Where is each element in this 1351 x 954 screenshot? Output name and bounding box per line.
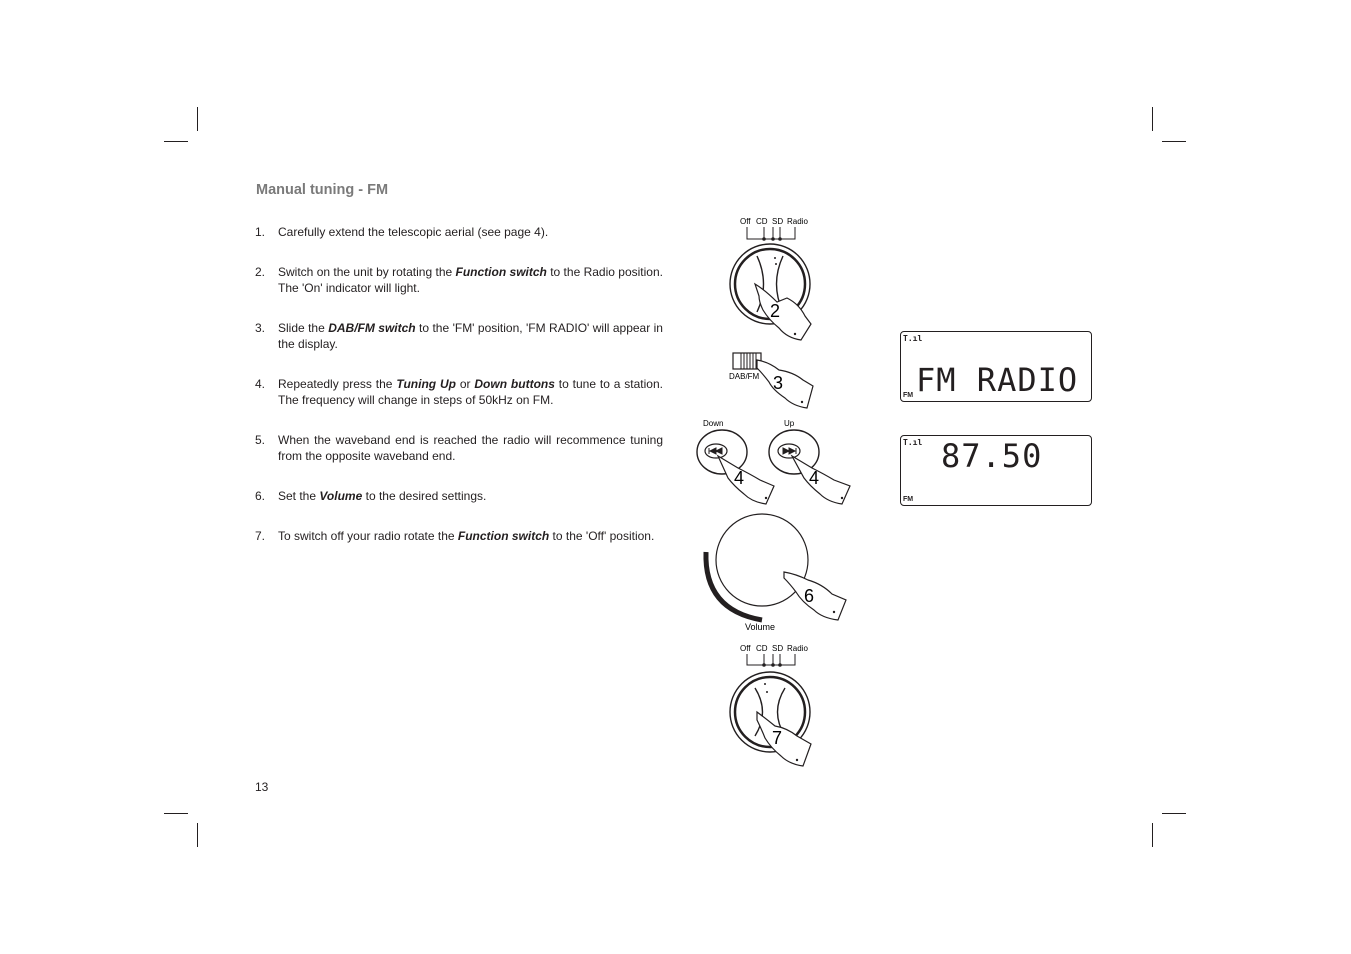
switch-label-radio: Radio (787, 644, 808, 653)
dab-fm-switch-illustration (727, 350, 819, 412)
step-number-2: 2 (770, 301, 781, 321)
pointing-hand-icon (792, 456, 850, 504)
signal-icon: T.ıl (903, 334, 923, 343)
step-number-7: 7 (772, 728, 783, 748)
crop-mark (164, 141, 188, 142)
page-title: Manual tuning - FM (256, 182, 389, 198)
switch-selector-lines (747, 227, 795, 239)
lcd-display-frequency (900, 435, 1092, 506)
switch-label-off: Off (740, 217, 751, 226)
switch-label-sd: SD (772, 644, 784, 653)
switch-label-sd: SD (772, 217, 784, 226)
instruction-list (255, 224, 663, 568)
step-number-4a: 4 (734, 468, 745, 488)
step-number-3: 3 (773, 373, 784, 393)
step-item: 2. Switch on the unit by rotating the Function switch to the Radio position. The 'On' indicator will light. (255, 265, 663, 295)
step-item: 7. To switch off your radio rotate the Function switch to the 'Off' position. (255, 529, 655, 543)
pointing-hand-icon (784, 572, 846, 620)
down-label: Down (703, 419, 724, 428)
switch-label-off: Off (740, 644, 751, 653)
display-text: 87.50 (941, 437, 1043, 475)
band-indicator: FM (903, 392, 914, 399)
pointing-hand-icon (757, 360, 813, 408)
up-label: Up (784, 419, 795, 428)
volume-label: Volume (745, 622, 776, 632)
switch-selector-lines (747, 654, 795, 665)
display-text: FM RADIO (916, 361, 1079, 399)
selector-dot (762, 237, 766, 241)
step-item: 3. Slide the DAB/FM switch to the 'FM' position, 'FM RADIO' will appear in the display. (255, 321, 663, 351)
step-item: 6. Set the Volume to the desired settings. (255, 489, 487, 503)
band-indicator: FM (903, 496, 914, 503)
crop-mark (1152, 107, 1153, 131)
crop-mark (1152, 823, 1153, 847)
selector-dot (771, 237, 775, 241)
step-item: 4. Repeatedly press the Tuning Up or Down buttons to tune to a station. The frequency will change in steps of 50kHz on FM. (255, 377, 663, 407)
switch-label-cd: CD (756, 217, 768, 226)
step-number-4b: 4 (809, 468, 820, 488)
volume-knob-illustration (696, 512, 856, 636)
selector-dot (778, 237, 782, 241)
crop-mark (1162, 141, 1186, 142)
signal-icon: T.ıl (903, 438, 923, 447)
switch-label-radio: Radio (787, 217, 808, 226)
crop-mark (197, 823, 198, 847)
crop-mark (164, 813, 188, 814)
crop-mark (1162, 813, 1186, 814)
crop-mark (197, 107, 198, 131)
pointing-hand-icon (718, 456, 774, 504)
step-item: 1. Carefully extend the telescopic aerial (see page 4). (255, 225, 549, 239)
dab-fm-label: DAB/FM (729, 372, 760, 381)
step-number-6: 6 (804, 586, 815, 606)
lcd-display-fm-radio (900, 331, 1092, 402)
page-number: 13 (255, 780, 269, 794)
step-item: 5. When the waveband end is reached the radio will recommence tuning from the opposite waveband end. (255, 433, 663, 463)
volume-knob (716, 514, 808, 606)
tuning-buttons-illustration (694, 416, 854, 508)
function-switch-illustration (725, 212, 825, 344)
switch-label-cd: CD (756, 644, 768, 653)
function-switch-off-illustration (725, 640, 825, 772)
